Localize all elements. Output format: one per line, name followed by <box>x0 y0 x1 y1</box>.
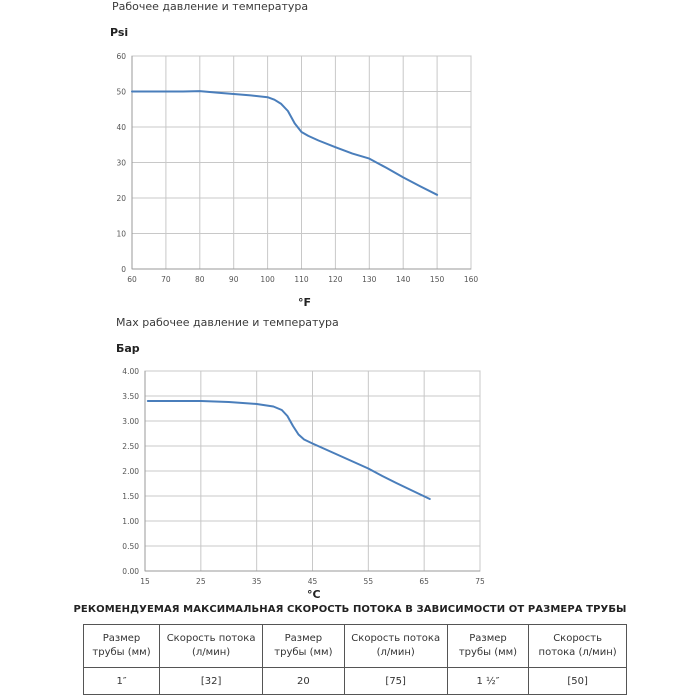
y-tick-label: 2.50 <box>122 442 139 451</box>
table-title: РЕКОМЕНДУЕМАЯ МАКСИМАЛЬНАЯ СКОРОСТЬ ПОТОКА В ЗАВИСИМОСТИ ОТ РАЗМЕРА ТРУБЫ <box>73 604 627 615</box>
chart2-ylabel: Бар <box>116 342 140 355</box>
x-tick-label: 65 <box>419 577 429 586</box>
x-tick-label: 55 <box>363 577 374 586</box>
pipe-flow-table <box>83 624 627 695</box>
y-tick-label: 2.00 <box>122 467 139 476</box>
header-cell: Скорость потока (л/мин) <box>344 625 447 668</box>
chart1-title: Рабочее давление и температура <box>112 0 309 13</box>
x-tick-label: 120 <box>328 275 343 284</box>
x-tick-label: 60 <box>127 275 137 284</box>
y-tick-label: 0.00 <box>122 567 139 576</box>
header-cell: Размер трубы (мм) <box>263 625 344 668</box>
table-cell: 20 <box>263 668 344 695</box>
x-tick-label: 100 <box>260 275 275 284</box>
x-tick-label: 45 <box>307 577 318 586</box>
header-cell: Размер трубы (мм) <box>84 625 160 668</box>
y-tick-label: 1.50 <box>122 492 139 501</box>
y-tick-label: 0 <box>121 265 126 274</box>
table-row <box>84 668 627 695</box>
x-tick-label: 160 <box>463 275 479 284</box>
table-header-row <box>84 625 627 668</box>
table-cell: 1″ <box>84 668 160 695</box>
y-tick-label: 10 <box>116 229 126 239</box>
header-cell: Размер трубы (мм) <box>447 625 528 668</box>
x-tick-label: 110 <box>294 275 309 284</box>
chart2-title: Max рабочее давление и температура <box>116 316 339 329</box>
y-tick-label: 20 <box>116 194 126 203</box>
chart1-xlabel: °F <box>298 296 312 309</box>
y-tick-label: 1.00 <box>122 517 139 526</box>
x-tick-label: 75 <box>475 577 485 586</box>
table-cell: 1 ½″ <box>447 668 528 695</box>
chart2-xlabel: °C <box>307 588 321 601</box>
x-tick-label: 150 <box>429 275 445 284</box>
x-tick-label: 15 <box>140 577 150 586</box>
x-tick-label: 35 <box>251 577 262 586</box>
y-tick-label: 3.00 <box>122 417 139 426</box>
header-cell: Скорость потока (л/мин) <box>160 625 263 668</box>
chart1-ylabel: Psi <box>110 26 129 39</box>
x-tick-label: 90 <box>228 275 239 284</box>
y-tick-label: 4.00 <box>122 367 139 376</box>
table-cell: [50] <box>529 668 627 695</box>
x-tick-label: 70 <box>161 275 171 284</box>
y-tick-label: 30 <box>116 158 126 168</box>
y-tick-label: 40 <box>116 123 126 132</box>
table-cell: [32] <box>160 668 263 695</box>
header-cell: Скорость потока (л/мин) <box>529 625 627 668</box>
y-tick-label: 50 <box>116 87 126 97</box>
y-tick-label: 0.50 <box>122 542 139 551</box>
x-tick-label: 140 <box>396 275 411 284</box>
table-cell: [75] <box>344 668 447 695</box>
x-tick-label: 80 <box>195 275 205 284</box>
y-tick-label: 3.50 <box>122 392 139 401</box>
y-tick-label: 60 <box>116 52 126 61</box>
x-tick-label: 130 <box>362 275 377 284</box>
x-tick-label: 25 <box>196 577 206 586</box>
